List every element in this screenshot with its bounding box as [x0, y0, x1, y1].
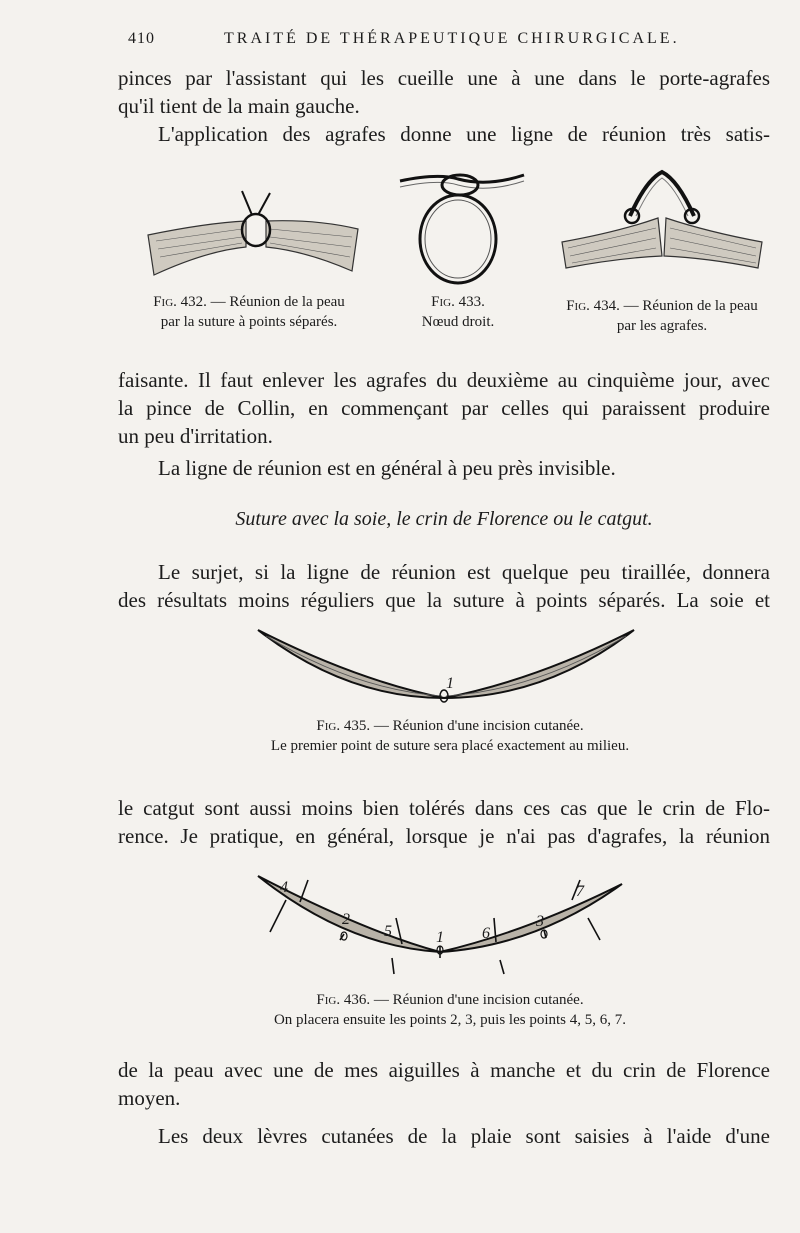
figure-label: Fig. 434. — [566, 298, 620, 314]
suture-point-label: 1 — [446, 675, 454, 692]
paragraph-1 — [118, 64, 770, 148]
paragraph-4 — [118, 794, 770, 850]
text-line: faisante. Il faut enlever les agrafes du deuxième au cinquième jour, avec — [118, 368, 770, 392]
caption-text: par la suture à points séparés. — [160, 314, 338, 330]
text-line: pinces par l'assistant qui les cueille une à une dans le porte-agrafes — [118, 66, 770, 90]
figure-436-caption — [180, 990, 720, 1030]
section-heading: Suture avec la soie, le crin de Florence ou le catgut. — [235, 508, 653, 530]
figure-432-caption — [126, 292, 372, 332]
text-line: L'application des agrafes donne une ligne de réunion très satis- — [158, 122, 770, 146]
paragraph-3 — [118, 558, 770, 614]
figure-label: Fig. 432. — [153, 294, 207, 310]
text-line: rence. Je pratique, en général, lorsque je n'ai pas d'agrafes, la réunion — [118, 824, 770, 848]
text-line: la pince de Collin, en commençant par celles qui paraissent produire — [118, 396, 770, 420]
figure-436-illustration — [256, 870, 626, 980]
figure-432-illustration — [146, 185, 366, 280]
figure-435-caption — [180, 716, 720, 756]
text-line: moyen. — [118, 1086, 181, 1110]
caption-text: — Réunion de la peau — [623, 298, 758, 314]
text-line: La ligne de réunion est en général à peu près invisible. — [158, 456, 616, 480]
suture-point-label: 3 — [536, 913, 544, 930]
text-line: de la peau avec une de mes aiguilles à manche et du crin de Florence — [118, 1058, 770, 1082]
figure-label: Fig. 436. — [316, 992, 371, 1008]
suture-point-label: 1 — [436, 929, 444, 946]
suture-point-label: 7 — [576, 883, 584, 900]
caption-text: — Réunion de la peau — [210, 294, 345, 310]
text-line: un peu d'irritation. — [118, 424, 273, 448]
figure-434-caption — [544, 296, 780, 336]
suture-point-label: 5 — [384, 923, 392, 940]
figure-434-illustration — [558, 166, 768, 271]
suture-point-label: 6 — [482, 925, 490, 942]
page-number: 410 — [128, 30, 155, 47]
caption-text: par les agrafes. — [616, 318, 708, 334]
figure-435-illustration — [256, 628, 636, 708]
paragraph-2 — [118, 366, 770, 482]
figure-433-illustration — [398, 163, 528, 288]
text-line: Les deux lèvres cutanées de la plaie sont saisies à l'aide d'une — [158, 1124, 770, 1148]
text-line: Le surjet, si la ligne de réunion est quelque peu tiraillée, donnera — [158, 560, 770, 584]
text-line: des résultats moins réguliers que la suture à points séparés. La soie et — [118, 588, 770, 612]
caption-text: — Réunion d'une incision cutanée. — [373, 992, 584, 1008]
suture-point-label: 4 — [280, 879, 288, 896]
figure-label: Fig. 433. — [431, 294, 485, 310]
text-line: qu'il tient de la main gauche. — [118, 94, 360, 118]
caption-text: On placera ensuite les points 2, 3, puis les points 4, 5, 6, 7. — [273, 1012, 627, 1028]
running-title: TRAITÉ DE THÉRAPEUTIQUE CHIRURGICALE. — [224, 30, 680, 47]
caption-text: — Réunion d'une incision cutanée. — [373, 718, 584, 734]
suture-point-label: 2 — [342, 911, 350, 928]
caption-text: Le premier point de suture sera placé exactement au milieu. — [270, 738, 630, 754]
figure-433-caption — [392, 292, 524, 332]
caption-text: Nœud droit. — [421, 314, 495, 330]
figure-label: Fig. 435. — [316, 718, 371, 734]
text-line: le catgut sont aussi moins bien tolérés dans ces cas que le crin de Flo- — [118, 796, 770, 820]
paragraph-5 — [118, 1056, 770, 1150]
